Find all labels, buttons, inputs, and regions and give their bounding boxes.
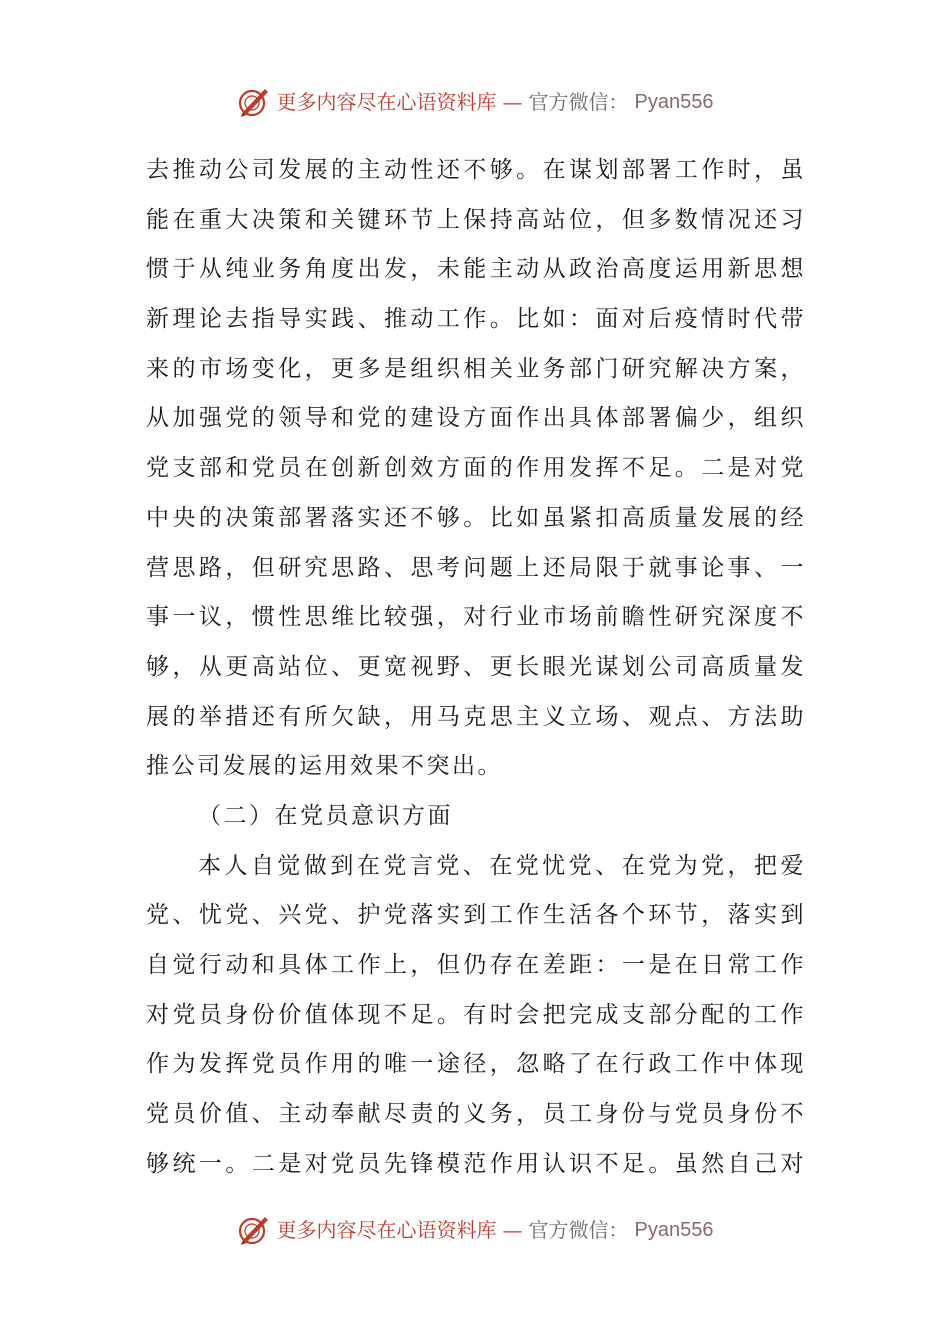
body-line: 党员价值、主动奉献尽责的义务，员工身份与党员身份不 xyxy=(146,1101,806,1128)
body-line: 够，从更高站位、更宽视野、更长眼光谋划公司高质量发 xyxy=(146,653,806,680)
footer-banner xyxy=(0,1210,950,1250)
header-banner xyxy=(0,82,950,122)
body-line: 营思路，但研究思路、思考问题上还局限于就事论事、一 xyxy=(146,554,806,581)
body-line: 中央的决策部署落实还不够。比如虽紧扣高质量发展的经 xyxy=(146,504,806,531)
pen-circle-logo-icon xyxy=(237,85,271,119)
body-line: 从加强党的领导和党的建设方面作出具体部署偏少，组织 xyxy=(146,405,806,432)
body-line: 对党员身份价值体现不足。有时会把完成支部分配的工作 xyxy=(146,1001,806,1028)
header-dash: — xyxy=(502,90,523,114)
body-line: 自觉行动和具体工作上，但仍存在差距：一是在日常工作 xyxy=(146,952,806,978)
body-line: 去推动公司发展的主动性还不够。在谋划部署工作时，虽 xyxy=(146,157,806,183)
body-line: 惯于从纯业务角度出发，未能主动从政治高度运用新思想 xyxy=(146,256,806,283)
header-promo-text: 更多内容尽在心语资料库 xyxy=(276,90,497,114)
body-line: 展的举措还有所欠缺，用马克思主义立场、观点、方法助 xyxy=(146,703,806,730)
footer-wechat-id: Pyan556 xyxy=(634,1219,714,1241)
body-line: 事一议，惯性思维比较强，对行业市场前瞻性研究深度不 xyxy=(146,604,806,631)
footer-wechat-label: 官方微信： xyxy=(528,1218,629,1242)
header-wechat-id: Pyan556 xyxy=(634,91,714,113)
body-line: 党支部和党员在创新创效方面的作用发挥不足。二是对党 xyxy=(146,455,806,482)
body-line: 新理论去指导实践、推动工作。比如：面对后疫情时代带 xyxy=(146,306,806,333)
body-line: 推公司发展的运用效果不突出。 xyxy=(146,753,503,780)
footer-promo-text: 更多内容尽在心语资料库 xyxy=(276,1218,497,1242)
body-line: 党、忧党、兴党、护党落实到工作生活各个环节，落实到 xyxy=(146,902,806,929)
body-line: 能在重大决策和关键环节上保持高站位，但多数情况还习 xyxy=(146,206,806,233)
footer-dash: — xyxy=(502,1218,523,1242)
body-line: 够统一。二是对党员先锋模范作用认识不足。虽然自己对 xyxy=(146,1150,806,1177)
section-heading: （二）在党员意识方面 xyxy=(198,802,453,829)
body-line: 本人自觉做到在党言党、在党忧党、在党为党，把爱 xyxy=(198,852,806,879)
header-wechat-label: 官方微信： xyxy=(528,90,629,114)
pen-circle-logo-icon xyxy=(237,1213,271,1247)
document-body xyxy=(146,146,806,1189)
body-line: 作为发挥党员作用的唯一途径，忽略了在行政工作中体现 xyxy=(146,1051,806,1078)
body-line: 来的市场变化，更多是组织相关业务部门研究解决方案， xyxy=(146,355,806,382)
